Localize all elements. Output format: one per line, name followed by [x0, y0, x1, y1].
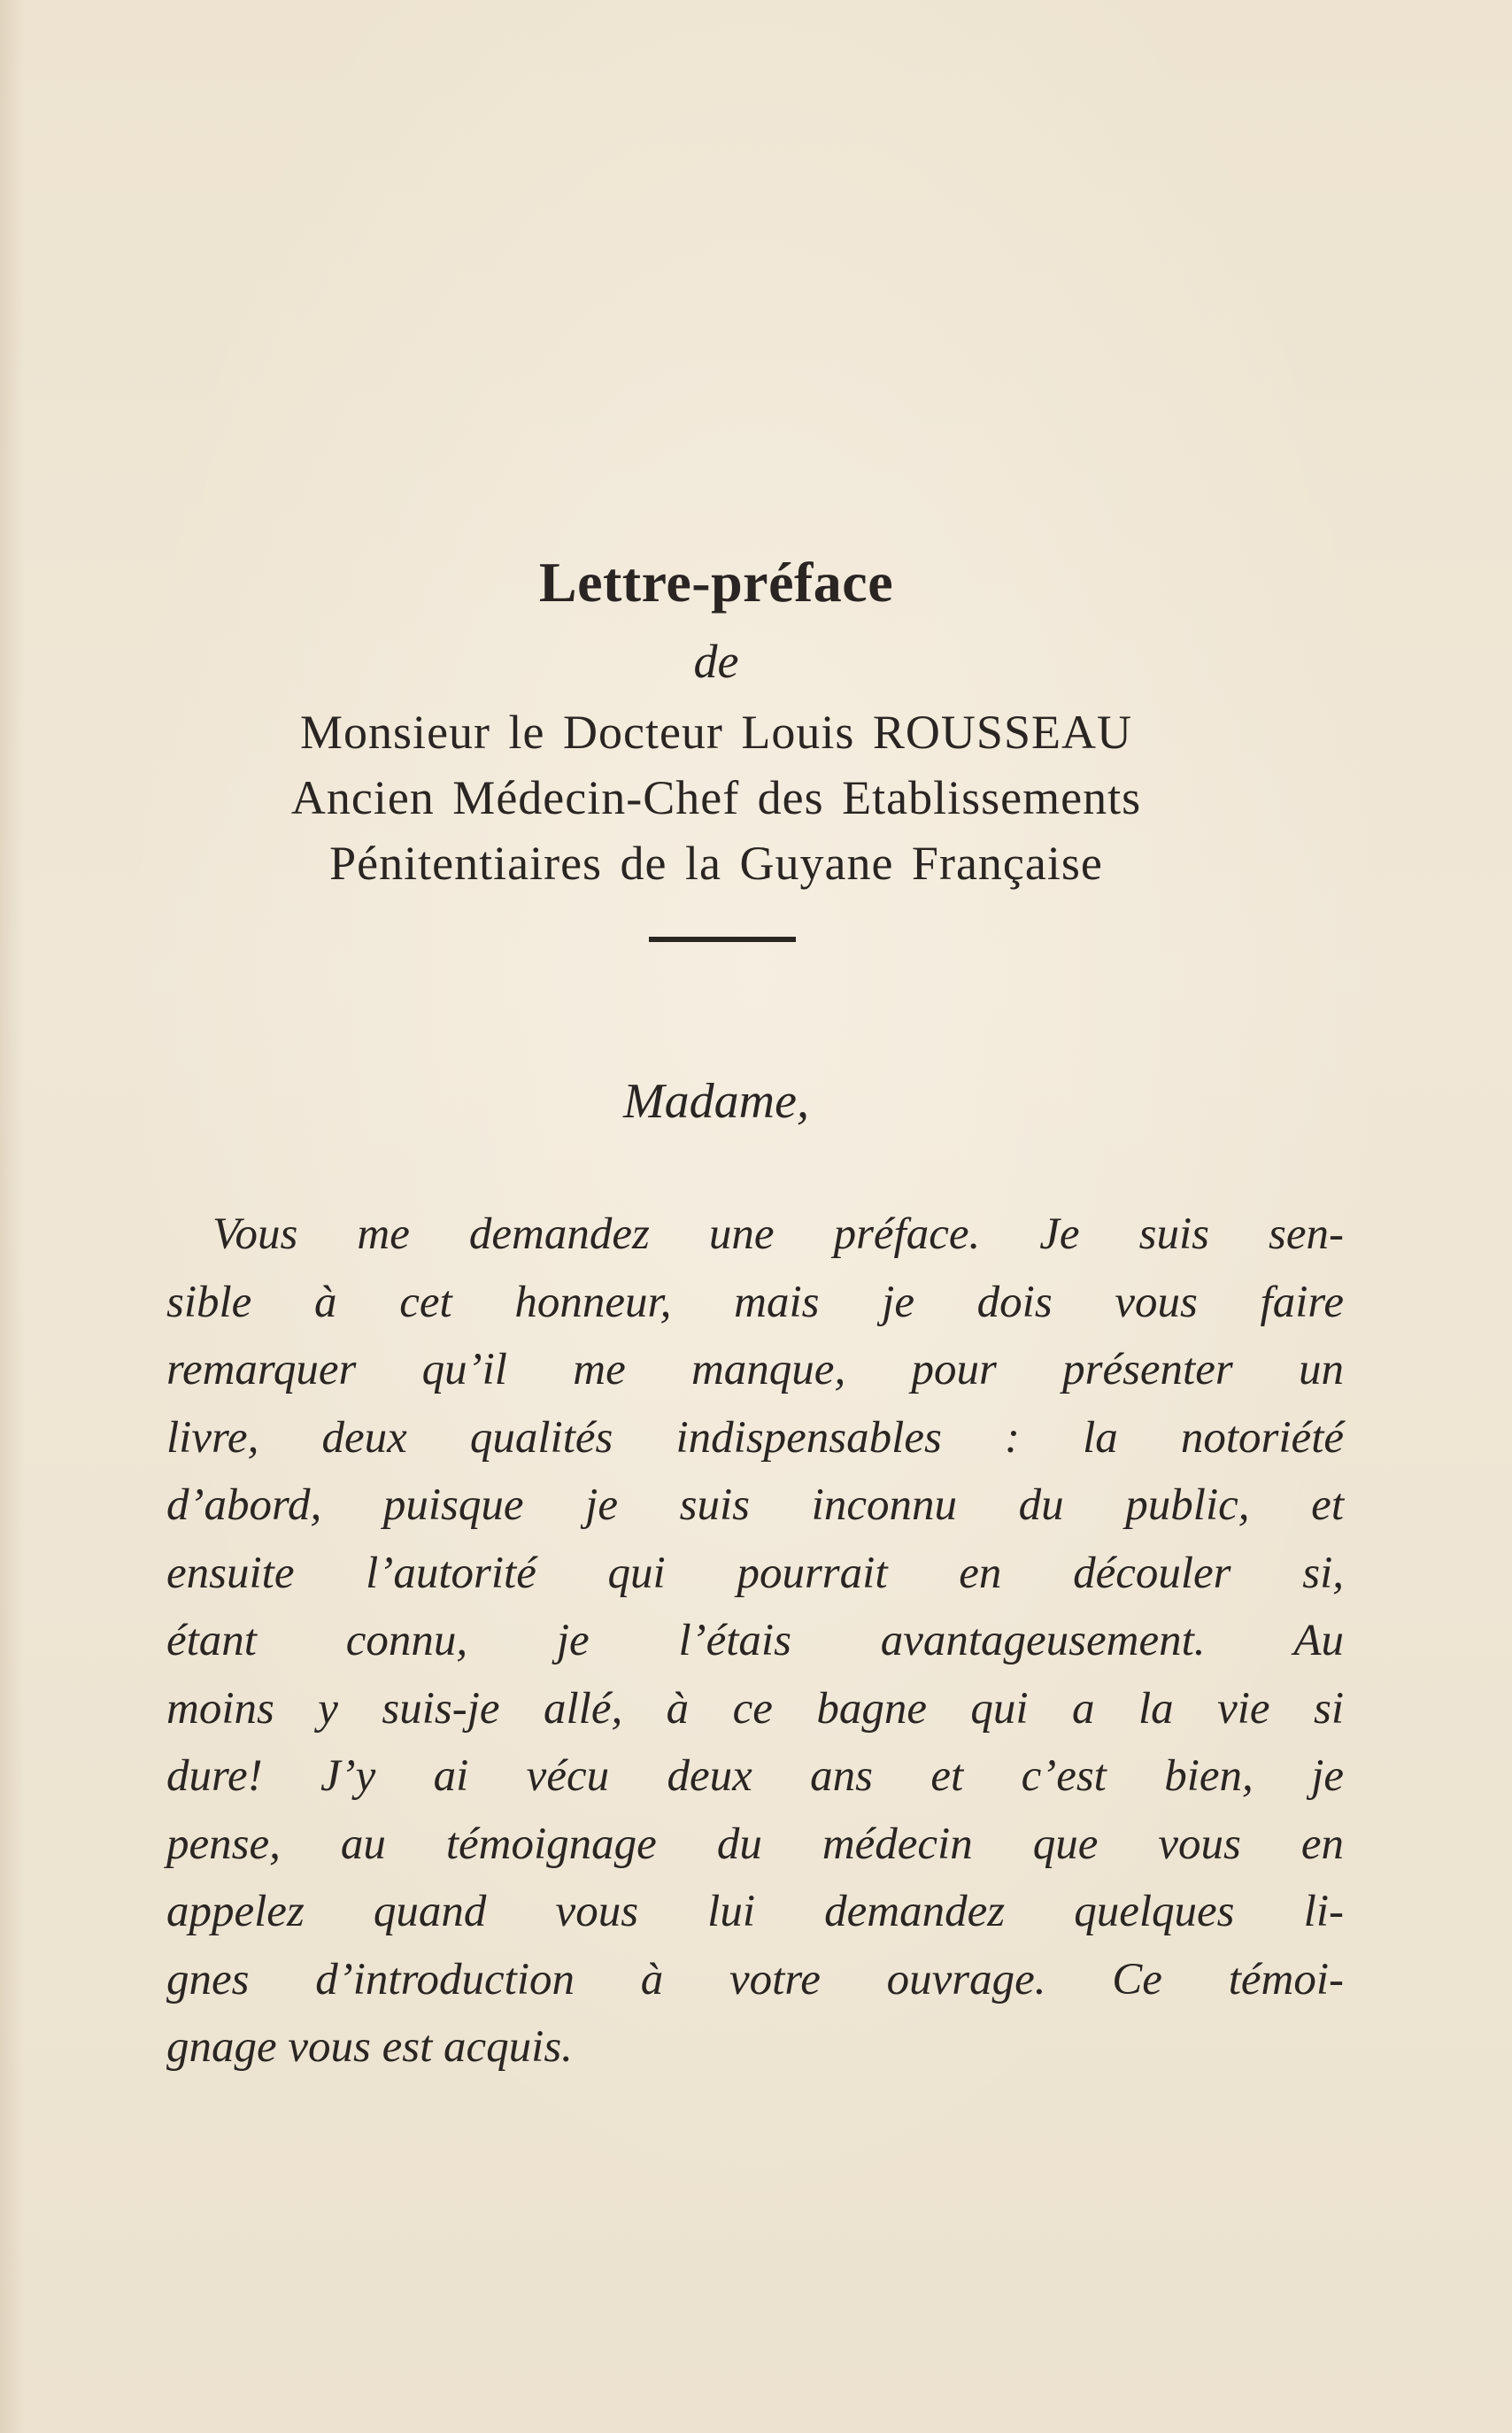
- salutation: Madame,: [623, 1074, 809, 1129]
- author-role-line-2: Pénitentiaires de la Guyane Française: [329, 837, 1103, 890]
- section-divider: [649, 937, 796, 942]
- text-line: Vous me demandez une préface. Je suis sen-: [212, 1209, 1344, 1259]
- author-line: Monsieur le Docteur Louis ROUSSEAU: [300, 706, 1132, 759]
- title-connector: de: [693, 635, 739, 688]
- text-line: gnes d’introduction à votre ouvrage. Ce témoi-: [166, 1954, 1344, 2004]
- text-line: appelez quand vous lui demandez quelques li-: [166, 1887, 1344, 1936]
- text-line: gnage vous est acquis.: [166, 2022, 573, 2072]
- text-line: ensuite l’autorité qui pourrait en découler si,: [166, 1548, 1344, 1598]
- text-line: livre, deux qualités indispensables : la notoriété: [166, 1412, 1344, 1463]
- text-line: pense, au témoignage du médecin que vous en: [166, 1819, 1344, 1869]
- text-line: moins y suis-je allé, à ce bagne qui a la vie si: [166, 1683, 1344, 1734]
- text-line: remarquer qu’il me manque, pour présenter un: [166, 1345, 1344, 1394]
- text-line: sible à cet honneur, mais je dois vous faire: [166, 1277, 1344, 1327]
- letter-body: [166, 1201, 1344, 2082]
- preface-header: [0, 542, 1432, 896]
- text-line: d’abord, puisque je suis inconnu du public, et: [166, 1480, 1344, 1530]
- text-line: dure! J’y ai vécu deux ans et c’est bien, je: [166, 1751, 1344, 1801]
- author-role-line-1: Ancien Médecin-Chef des Etablissements: [290, 771, 1142, 824]
- text-line: étant connu, je l’étais avantageusement. Au: [166, 1616, 1344, 1665]
- page-title: Lettre-préface: [538, 551, 894, 614]
